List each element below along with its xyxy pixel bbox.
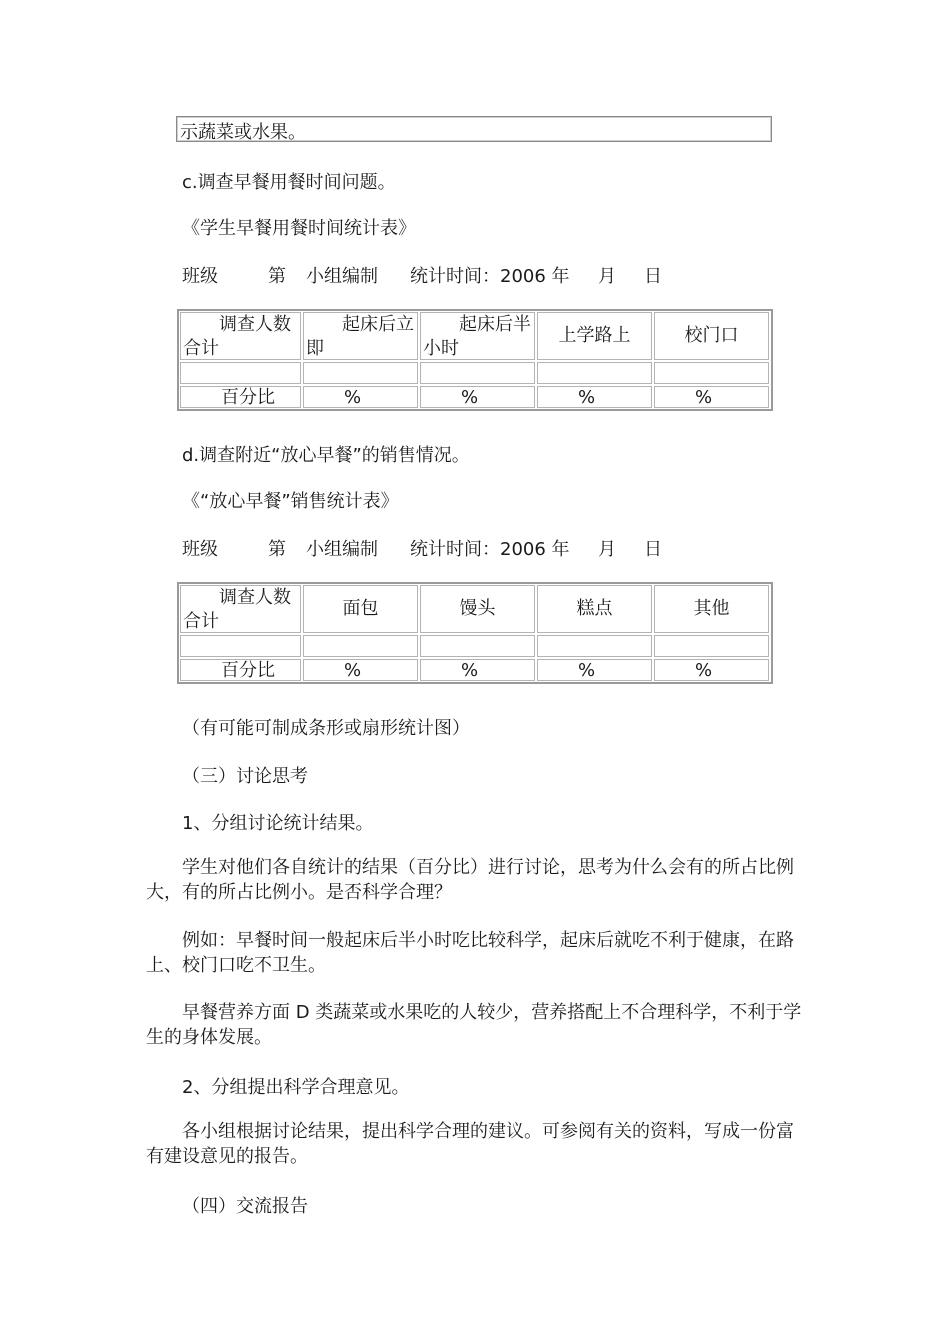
header-cell: 糕点 [537, 585, 652, 633]
day-label: 日 [644, 539, 662, 560]
table-row [179, 634, 771, 658]
group-label: 第 [268, 539, 286, 560]
table-cell [654, 362, 769, 384]
group-edit-label: 小组编制 [306, 539, 378, 560]
header-cell: 校门口 [654, 312, 769, 360]
table-header-row [179, 311, 771, 361]
percent-cell [420, 659, 535, 681]
table-cell [303, 362, 418, 384]
percent-cell [654, 659, 769, 681]
percent-sign: % [461, 387, 479, 408]
table-cell [180, 635, 301, 657]
class-label: 班级 [182, 539, 218, 560]
percent-cell [420, 386, 535, 408]
table-cell [537, 362, 652, 384]
stat-time-label: 统计时间：2006 年 [410, 266, 570, 287]
stat-time-label: 统计时间：2006 年 [410, 539, 570, 560]
table-row-percent [179, 658, 771, 682]
discussion-paragraph: 学生对他们各自统计的结果（百分比）进行讨论，思考为什么会有的所占比例大，有的所占比例小。是否科学合理？ [146, 857, 794, 903]
item-two-heading: 2、分组提出科学合理意见。 [182, 1077, 410, 1098]
continued-cell-text: 示蔬菜或水果。 [180, 122, 306, 143]
percent-sign: % [695, 660, 713, 681]
table-cell [420, 362, 535, 384]
percent-sign: % [695, 387, 713, 408]
day-label: 日 [644, 266, 662, 287]
month-label: 月 [598, 266, 616, 287]
header-cell: 面包 [303, 585, 418, 633]
section-c-table-title: 《学生早餐用餐时间统计表》 [182, 218, 416, 239]
table-cell [654, 635, 769, 657]
header-cell: 起床后半小时 [420, 312, 535, 360]
percent-cell [537, 386, 652, 408]
table-cell [420, 635, 535, 657]
header-cell: 调查人数合计 [180, 312, 301, 360]
percent-sign: % [344, 387, 362, 408]
section-d-heading: d.调查附近“放心早餐”的销售情况。 [182, 445, 470, 466]
breakfast-time-table [177, 309, 773, 411]
header-cell: 调查人数合计 [180, 585, 301, 633]
nutrition-paragraph: 早餐营养方面 D 类蔬菜或水果吃的人较少，营养搭配上不合理科学，不利于学生的身体发展。 [146, 1002, 802, 1048]
percent-label-cell [180, 659, 301, 681]
breakfast-sales-table [177, 582, 773, 684]
percent-label-cell [180, 386, 301, 408]
header-cell: 其他 [654, 585, 769, 633]
percent-cell [654, 386, 769, 408]
header-cell: 馒头 [420, 585, 535, 633]
percent-sign: % [461, 660, 479, 681]
part-four-heading: （四）交流报告 [182, 1196, 308, 1217]
example-paragraph: 例如：早餐时间一般起床后半小时吃比较科学，起床后就吃不利于健康，在路上、校门口吃不卫生。 [146, 930, 794, 976]
header-cell: 起床后立即 [303, 312, 418, 360]
percent-sign: % [344, 660, 362, 681]
percent-cell [537, 659, 652, 681]
percent-label: 百分比 [221, 660, 275, 681]
percent-sign: % [578, 660, 596, 681]
class-label: 班级 [182, 266, 218, 287]
table-row [179, 361, 771, 385]
header-cell: 上学路上 [537, 312, 652, 360]
percent-cell [303, 659, 418, 681]
table-header-row [179, 584, 771, 634]
chart-note: （有可能可制成条形或扇形统计图） [182, 718, 470, 739]
table-row-percent [179, 385, 771, 409]
section-d-table-title: 《“放心早餐”销售统计表》 [182, 491, 399, 512]
group-edit-label: 小组编制 [306, 266, 378, 287]
suggestion-paragraph: 各小组根据讨论结果，提出科学合理的建议。可参阅有关的资料，写成一份富有建设意见的报告。 [146, 1121, 794, 1167]
group-label: 第 [268, 266, 286, 287]
table-cell [303, 635, 418, 657]
part-three-heading: （三）讨论思考 [182, 766, 308, 787]
item-one-heading: 1、分组讨论统计结果。 [182, 813, 374, 834]
table-cell [180, 362, 301, 384]
percent-sign: % [578, 387, 596, 408]
percent-label: 百分比 [221, 387, 275, 408]
month-label: 月 [598, 539, 616, 560]
section-c-heading: c.调查早餐用餐时间问题。 [182, 172, 396, 193]
percent-cell [303, 386, 418, 408]
table-cell [537, 635, 652, 657]
continued-table-cell [176, 116, 772, 142]
